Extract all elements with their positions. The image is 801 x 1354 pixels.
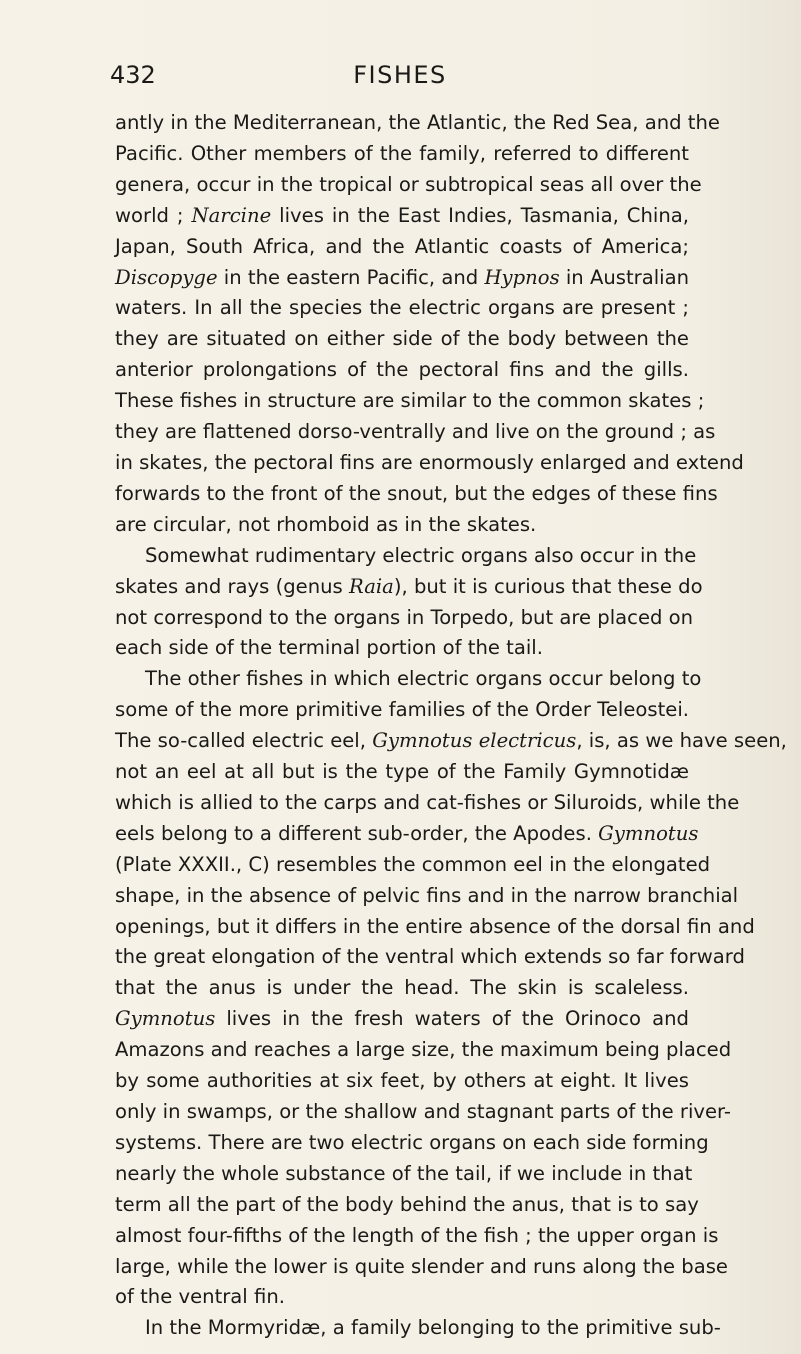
text-line: anterior prolongations of the pectoral fins and the gills. — [115, 358, 689, 382]
text-line: genera, occur in the tropical or subtropical seas all over the — [115, 172, 702, 196]
text-line: Gymnotus lives in the fresh waters of the Orinoco and — [115, 1007, 689, 1031]
italic-term: Gymnotus — [598, 821, 699, 845]
text-line: systems. There are two electric organs on each side forming — [115, 1130, 709, 1154]
text-line: not correspond to the organs in Torpedo, but are placed on — [115, 605, 694, 629]
text-line: each side of the terminal portion of the tail. — [115, 636, 543, 660]
text-line: not an eel at all but is the type of the Family Gymnotidæ — [115, 760, 689, 784]
text-line: In the Mormyridæ, a family belonging to the primitive sub- — [145, 1316, 721, 1340]
text-line: antly in the Mediterranean, the Atlantic, the Red Sea, and the — [115, 111, 720, 134]
text-line: only in swamps, or the shallow and stagnant parts of the river- — [115, 1100, 731, 1123]
page-header — [110, 60, 690, 90]
text-line: These fishes in structure are similar to the common skates ; — [115, 389, 705, 413]
text-line: openings, but it differs in the entire absence of the dorsal fin and — [115, 914, 755, 938]
page-number: 432 — [110, 61, 156, 89]
text-line: that the anus is under the head. The skin is scaleless. — [115, 976, 689, 1000]
text-line: term all the part of the body behind the anus, that is to say — [115, 1192, 699, 1216]
text-line: they are flattened dorso-ventrally and live on the ground ; as — [115, 420, 716, 444]
italic-term: Gymnotus — [115, 1007, 216, 1031]
text-line: The so-called electric eel, Gymnotus electricus, is, as we have seen, — [115, 729, 787, 753]
text-line: waters. In all the species the electric organs are present ; — [115, 296, 689, 320]
text-line: the great elongation of the ventral which extends so far forward — [115, 945, 745, 969]
text-line: skates and rays (genus Raia), but it is curious that these do — [115, 574, 703, 598]
text-line: forwards to the front of the snout, but the edges of these fins — [115, 481, 718, 505]
text-line: are circular, not rhomboid as in the skates. — [115, 512, 537, 536]
text-line: Pacific. Other members of the family, referred to different — [115, 141, 689, 165]
text-line: Discopyge in the eastern Pacific, and Hypnos in Australian — [115, 265, 690, 289]
italic-term: Gymnotus electricus — [372, 729, 577, 753]
text-line: shape, in the absence of pelvic fins and in the narrow branchial — [115, 883, 739, 907]
text-line: of the ventral fin. — [115, 1285, 285, 1309]
text-line: Amazons and reaches a large size, the maximum being placed — [115, 1038, 732, 1062]
body-text — [115, 108, 787, 1344]
text-line: world ; Narcine lives in the East Indies, Tasmania, China, — [115, 203, 689, 227]
text-line: nearly the whole substance of the tail, if we include in that — [115, 1161, 693, 1185]
running-head: FISHES — [353, 61, 447, 89]
text-line: they are situated on either side of the body between the — [115, 327, 689, 351]
italic-term: Discopyge — [115, 265, 218, 289]
text-line: some of the more primitive families of the Order Teleostei. — [115, 698, 689, 722]
text-line: Somewhat rudimentary electric organs also occur in the — [145, 543, 697, 567]
text-line: The other fishes in which electric organs occur belong to — [145, 667, 702, 691]
text-line: by some authorities at six feet, by others at eight. It lives — [115, 1069, 689, 1093]
text-line: which is allied to the carps and cat-fishes or Siluroids, while the — [115, 790, 740, 814]
italic-term: Narcine — [191, 203, 272, 227]
text-line: in skates, the pectoral fins are enormously enlarged and extend — [115, 450, 744, 474]
italic-term: Hypnos — [484, 265, 560, 289]
text-line: large, while the lower is quite slender and runs along the base — [115, 1254, 728, 1278]
text-line: Japan, South Africa, and the Atlantic coasts of America; — [115, 234, 689, 258]
text-line: (Plate XXXII., C) resembles the common eel in the elongated — [115, 852, 711, 876]
text-line: eels belong to a different sub-order, the Apodes. Gymnotus — [115, 821, 699, 845]
italic-term: Raia — [349, 574, 394, 598]
text-line: almost four-fifths of the length of the fish ; the upper organ is — [115, 1223, 719, 1247]
